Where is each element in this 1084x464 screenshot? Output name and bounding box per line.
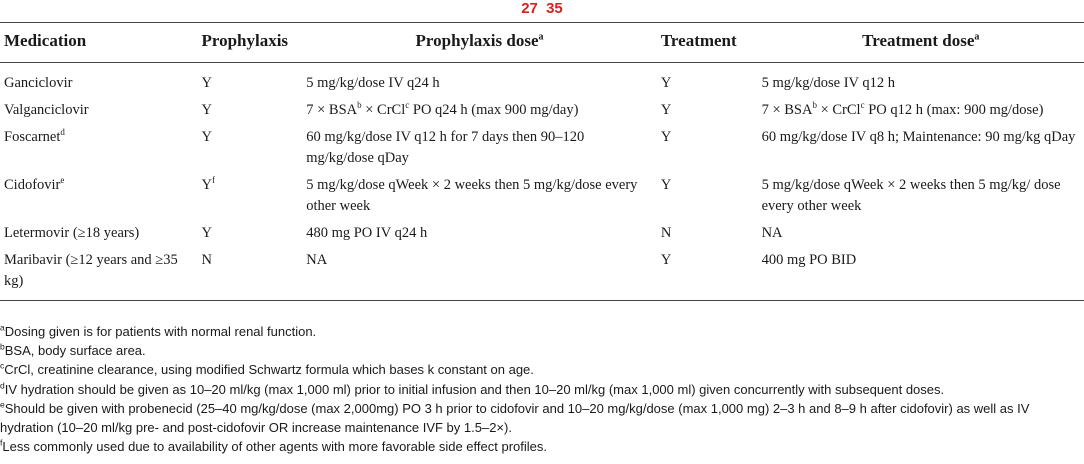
prophylaxis-dose-cell: 480 mg PO IV q24 h (306, 225, 428, 241)
header-treatment-dose: Treatment dose$^a$ (758, 23, 1084, 63)
header-prophylaxis-dose: Prophylaxis dose$^a$ (302, 23, 657, 63)
reference-link-27[interactable]: 27 (521, 0, 538, 17)
table-footnotes (0, 322, 1084, 456)
table-row (0, 97, 1084, 124)
table-header-row (0, 23, 1084, 63)
prophylaxis-dose-cell: 60 mg/kg/dose IV q12 h for 7 days then 90–120 mg/kg/dose qDay (306, 129, 585, 166)
prophylaxis-cell: Y (201, 75, 212, 91)
medication-table (0, 22, 1084, 301)
medication-cell: Letermovir (≥18 years) (4, 225, 140, 241)
treatment-dose-cell: 5 mg/kg/dose IV q12 h (761, 75, 896, 91)
footnote: $^c$CrCl, creatinine clearance, using modified Schwartz formula which bases k constant on age. (0, 361, 534, 378)
reference-links (0, 0, 1084, 18)
medication-cell: Cidofovir$^e$ (4, 175, 65, 193)
footnote: $^d$IV hydration should be given as 10–20 ml/kg (max 1,000 ml) prior to initial infusion and then 10–20 ml/kg (max 1,000 ml) given concurrently with subsequent doses. (0, 380, 945, 397)
treatment-dose-cell: $7 \times BSA^b$ × CrCl$^c$ PO q12 h (max: 900 mg/dose) (761, 100, 1044, 118)
treatment-cell: Y (660, 102, 672, 118)
treatment-cell: Y (660, 129, 672, 145)
prophylaxis-cell: $Y^f$ (201, 175, 215, 193)
table-body (0, 63, 1084, 301)
prophylaxis-cell: Y (201, 102, 212, 118)
footnote: $^f$Less commonly used due to availability of other agents with more favorable side effect profiles. (0, 437, 547, 455)
table-row (0, 247, 1084, 301)
prophylaxis-dose-cell: $7 \times BSA^b$ × CrCl$^c$ PO q24 h (max 900 mg/day) (306, 100, 579, 118)
medication-cell: Ganciclovir (4, 75, 73, 91)
treatment-dose-cell: 60 mg/kg/dose IV q8 h; Maintenance: 90 mg/kg qDay (761, 129, 1076, 145)
medication-cell: Valganciclovir (4, 102, 89, 118)
prophylaxis-dose-cell: 5 mg/kg/dose IV q24 h (306, 75, 440, 91)
table-row (0, 220, 1084, 247)
treatment-cell: Y (660, 75, 672, 91)
footnote: $^a$Dosing given is for patients with normal renal function. (0, 322, 317, 339)
header-prophylaxis: Prophylaxis (197, 23, 302, 63)
prophylaxis-dose-cell: 5 mg/kg/dose qWeek × 2 weeks then 5 mg/kg/dose every other week (306, 177, 638, 214)
prophylaxis-cell: Y (201, 129, 212, 145)
treatment-dose-cell: 5 mg/kg/dose qWeek × 2 weeks then 5 mg/kg/ dose every other week (761, 177, 1061, 214)
prophylaxis-cell: Y (201, 225, 212, 241)
table-row (0, 172, 1084, 220)
treatment-dose-cell: NA (761, 225, 783, 241)
table-row (0, 124, 1084, 172)
medication-cell: Maribavir (≥12 years and ≥35 kg) (0, 247, 197, 301)
treatment-dose-cell: 400 mg PO BID (758, 247, 1084, 301)
medication-cell: Foscarnet$^d$ (4, 127, 65, 145)
treatment-cell: N (660, 225, 672, 241)
reference-link-35[interactable]: 35 (546, 0, 563, 17)
treatment-cell: Y (657, 247, 758, 301)
prophylaxis-cell: N (197, 247, 302, 301)
footnote: $^b$BSA, body surface area. (0, 341, 146, 359)
table-row (0, 63, 1084, 98)
prophylaxis-dose-cell: NA (302, 247, 657, 301)
header-treatment: Treatment (657, 23, 758, 63)
header-medication: Medication (0, 23, 197, 63)
treatment-cell: Y (660, 177, 672, 193)
footnote: $^e$Should be given with probenecid (25–40 mg/kg/dose (max 2,000mg) PO 3 h prior to cidofovir and 10–20 mg/kg/dose (max 1,000 mg) 2–3 h and 8–9 h after cidofovir) as well as IV hydration (10–20 ml/kg pre- and post-cidofovir OR increase maintenance IVF by 1.5–2×). (0, 399, 1030, 436)
